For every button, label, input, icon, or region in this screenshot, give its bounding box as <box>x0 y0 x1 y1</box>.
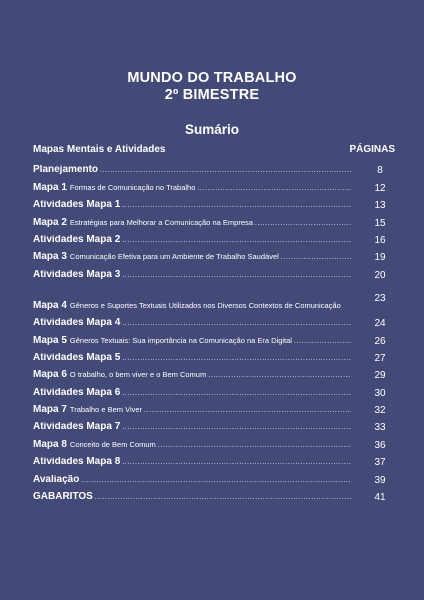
toc-entry-label: Atividades Mapa 6 <box>33 387 121 398</box>
toc-leader <box>122 458 351 468</box>
toc-leader <box>122 423 351 433</box>
summary-heading: Sumário <box>184 122 239 137</box>
toc-entry-label: Planejamento <box>33 165 99 176</box>
toc-entry-label: Mapa 6 <box>33 370 67 381</box>
toc-entry <box>33 252 351 265</box>
toc-entry-label: Atividades Mapa 2 <box>33 234 121 245</box>
toc-entry-description: Comunicação Efetiva para um Ambiente de Trabalho Saudável <box>69 252 279 262</box>
toc-page-number: 15 <box>374 217 386 229</box>
toc-leader <box>122 389 351 399</box>
toc-page-number: 19 <box>374 252 386 264</box>
toc-leader <box>158 441 351 451</box>
toc-page-number: 8 <box>377 165 383 177</box>
toc-leader <box>122 271 351 281</box>
toc-row[interactable] <box>33 453 395 470</box>
toc-entry <box>33 492 351 505</box>
toc-row[interactable] <box>33 248 395 265</box>
toc-entry <box>33 353 351 366</box>
toc-leader <box>255 219 351 229</box>
toc-row[interactable] <box>33 488 395 505</box>
document-subtitle: 2º BIMESTRE <box>164 87 260 103</box>
toc-header <box>33 143 395 157</box>
toc-entry <box>33 200 351 213</box>
toc-entry-description: Estratégias para Melhorar a Comunicação na Empresa <box>69 217 253 227</box>
toc-entry-label: Mapa 2 <box>33 217 67 228</box>
toc-page-number: 29 <box>374 370 386 382</box>
toc-entry <box>33 388 351 401</box>
toc-entry-label: Mapa 5 <box>33 335 67 346</box>
toc-row[interactable] <box>33 196 395 213</box>
toc-row[interactable] <box>33 470 395 487</box>
toc-leader <box>122 354 351 364</box>
toc-entry <box>33 457 351 470</box>
toc-page-number: 30 <box>374 387 386 399</box>
toc-entry-label: Mapa 1 <box>33 182 67 193</box>
toc-row[interactable] <box>33 161 395 178</box>
toc-column-label: Mapas Mentais e Atividades <box>33 144 166 155</box>
toc-entry-label: Atividades Mapa 3 <box>33 269 121 280</box>
toc-leader <box>100 166 351 176</box>
toc-column-pages: PÁGINAS <box>349 144 395 155</box>
toc-entry-description: Gêneros e Suportes Textuais Utilizados nos Diversos Contextos de Comunicação <box>69 300 341 310</box>
toc-entry <box>33 318 351 331</box>
document-title: MUNDO DO TRABALHO <box>127 70 297 86</box>
toc-row[interactable] <box>33 418 395 435</box>
toc-page-number: 41 <box>374 492 386 504</box>
toc-row[interactable] <box>33 435 395 452</box>
toc-page-number: 23 <box>374 292 386 304</box>
toc-entry-label: Mapa 4 <box>33 299 67 311</box>
toc-entry-label: GABARITOS <box>33 492 93 503</box>
toc-leader <box>281 253 351 263</box>
toc-entry-label: Atividades Mapa 8 <box>33 457 121 468</box>
toc-page-number: 36 <box>374 439 386 451</box>
toc-page-number: 20 <box>374 269 386 281</box>
toc-row[interactable] <box>33 213 395 230</box>
toc-page-number: 33 <box>374 422 386 434</box>
toc-entry-label: Atividades Mapa 1 <box>33 200 121 211</box>
toc-leader <box>294 337 351 347</box>
toc-entry-description: Trabalho e Bem Viver <box>69 405 143 415</box>
toc-row[interactable] <box>33 314 395 331</box>
toc-entry-label: Atividades Mapa 5 <box>33 352 121 363</box>
toc-leader <box>208 371 351 381</box>
toc-entry-label: Atividades Mapa 4 <box>33 318 121 329</box>
toc-entry <box>33 336 351 349</box>
toc-leader <box>197 184 351 194</box>
toc-entry <box>33 299 351 314</box>
toc-entry <box>33 270 351 283</box>
toc-entry <box>33 165 351 178</box>
toc-row[interactable] <box>33 231 395 248</box>
table-of-contents <box>33 143 395 505</box>
toc-entry <box>33 440 351 453</box>
toc-leader <box>95 493 351 503</box>
toc-entry-description: Gêneros Textuais: Sua importância na Comunicação na Era Digital <box>69 335 292 345</box>
toc-page-number: 32 <box>374 405 386 417</box>
toc-entry <box>33 370 351 383</box>
toc-page-number: 24 <box>374 318 386 330</box>
toc-entry-label: Mapa 3 <box>33 252 67 263</box>
toc-row[interactable] <box>33 349 395 366</box>
toc-entry <box>33 405 351 418</box>
toc-leader <box>144 406 351 416</box>
toc-entry <box>33 183 351 196</box>
toc-entry-label: Avaliação <box>33 474 80 485</box>
toc-row[interactable] <box>33 383 395 400</box>
title-block <box>0 70 424 104</box>
toc-page-number: 27 <box>374 352 386 364</box>
toc-entry <box>33 218 351 231</box>
toc-row[interactable] <box>33 366 395 383</box>
toc-row[interactable] <box>33 265 395 282</box>
toc-leader <box>122 201 351 211</box>
toc-row[interactable] <box>33 178 395 195</box>
toc-row[interactable] <box>33 283 395 314</box>
toc-entry-description: Conceito de Bem Comum <box>69 439 156 449</box>
toc-entry <box>33 235 351 248</box>
toc-entry-label: Atividades Mapa 7 <box>33 422 121 433</box>
toc-page-number: 39 <box>374 474 386 486</box>
toc-leader <box>122 319 351 329</box>
toc-page-number: 13 <box>374 200 386 212</box>
toc-entry <box>33 475 351 488</box>
toc-page-number: 26 <box>374 335 386 347</box>
toc-entry <box>33 422 351 435</box>
toc-row[interactable] <box>33 401 395 418</box>
toc-entry-label: Mapa 7 <box>33 405 67 416</box>
toc-page-number: 16 <box>374 234 386 246</box>
toc-entry-description: O trabalho, o bem viver e o Bem Comum <box>69 370 207 380</box>
toc-leader <box>122 236 351 246</box>
toc-entry-description: Formas de Comunicação no Trabalho <box>69 182 196 192</box>
toc-row[interactable] <box>33 331 395 348</box>
toc-entry-label: Mapa 8 <box>33 439 67 450</box>
toc-page-number: 12 <box>374 182 386 194</box>
toc-leader <box>81 476 351 486</box>
toc-page-number: 37 <box>374 457 386 469</box>
